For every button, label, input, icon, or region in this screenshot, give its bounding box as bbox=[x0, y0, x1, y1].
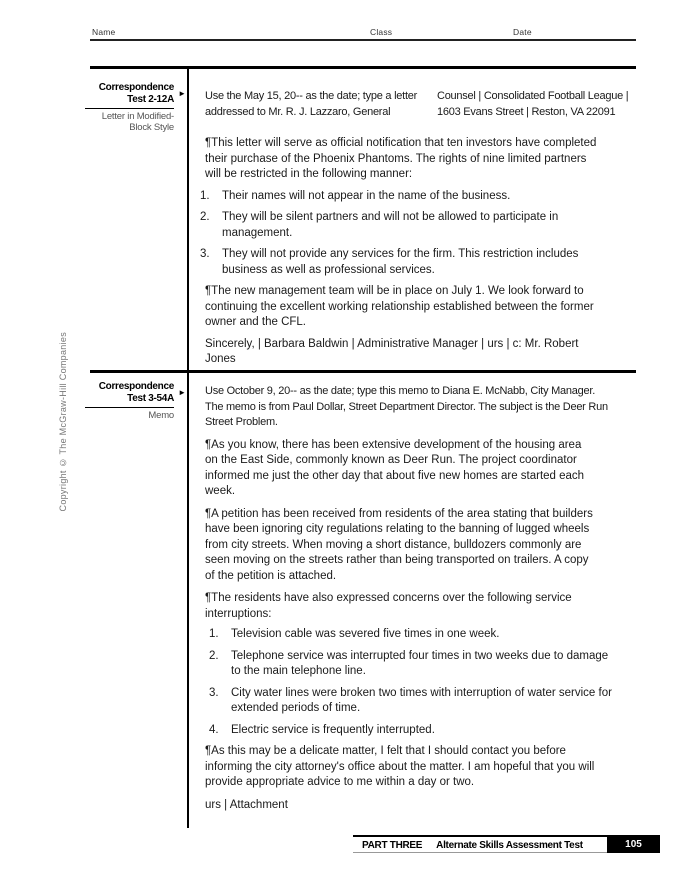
text-line: extended periods of time. bbox=[231, 702, 361, 714]
test-label-line2: Test 3-54A bbox=[127, 392, 174, 404]
list-item-text bbox=[222, 247, 641, 278]
text-line: urs | Attachment bbox=[205, 798, 288, 811]
text-line: management. bbox=[222, 226, 293, 239]
text-line: to the main telephone line. bbox=[231, 665, 366, 677]
text-line: Jones bbox=[205, 353, 236, 365]
test-subtitle-line1: Letter in Modified- bbox=[101, 110, 174, 122]
memo-instruction bbox=[205, 384, 641, 431]
sidebar-test-3-54a bbox=[85, 381, 186, 421]
list-number: 3. bbox=[200, 248, 210, 260]
test-subtitle bbox=[85, 111, 174, 133]
memo-test-content bbox=[205, 384, 641, 820]
list-number: 4. bbox=[209, 723, 219, 736]
text-line: Television cable was severed five times in one week. bbox=[231, 628, 500, 640]
footer-section-title: Alternate Skills Assessment Test bbox=[436, 840, 583, 851]
memo-closing-block bbox=[205, 798, 641, 814]
text-line: ¶This letter will serve as official notification that ten investors have completed bbox=[205, 137, 597, 149]
text-line: informing the city attorney's office about the matter. I am hopeful that you will bbox=[205, 760, 595, 773]
test-number-label bbox=[85, 82, 174, 105]
top-section-rule bbox=[90, 66, 636, 69]
instruction-left-column bbox=[205, 89, 437, 120]
copyright-vertical-text: Copyright © The McGraw-Hill Companies bbox=[58, 332, 68, 512]
text-line: informed me just the other day that about five new homes are started each bbox=[205, 469, 585, 482]
list-number: 3. bbox=[209, 686, 219, 699]
text-line: ¶As you know, there has been extensive development of the housing area bbox=[205, 438, 582, 451]
section-pointer-icon: ► bbox=[178, 89, 186, 98]
text-line: 1603 Evans Street | Reston, VA 22091 bbox=[437, 105, 616, 118]
test-subtitle bbox=[85, 410, 174, 421]
text-line: will be restricted in the following manner: bbox=[205, 168, 413, 180]
text-line: Telephone service was interrupted four times in two weeks due to damage bbox=[231, 649, 609, 662]
text-line: Use the May 15, 20-- as the date; type a letter bbox=[205, 90, 418, 102]
list-item-text bbox=[222, 189, 641, 205]
letter-list-item-3 bbox=[200, 247, 641, 278]
page-footer bbox=[353, 835, 660, 853]
list-number: 2. bbox=[209, 649, 219, 662]
list-item-text bbox=[231, 649, 641, 680]
text-line: of the petition is attached. bbox=[205, 569, 337, 582]
instruction-right-column bbox=[437, 89, 637, 120]
class-field-label: Class bbox=[370, 27, 393, 37]
header-fill-in-line bbox=[90, 39, 636, 41]
text-line: Street Problem. bbox=[205, 416, 278, 428]
text-line: on the East Side, commonly known as Deer Run. The project coordinator bbox=[205, 454, 577, 466]
text-line: continuing the excellent working relationship established between the former bbox=[205, 300, 594, 313]
text-line: Use October 9, 20-- as the date; type this memo to Diana E. McNabb, City Manager. bbox=[205, 385, 595, 397]
page-number-badge: 105 bbox=[607, 837, 660, 853]
list-number: 2. bbox=[200, 211, 210, 223]
text-line: Sincerely, | Barbara Baldwin | Administrative Manager | urs | c: Mr. Robert bbox=[205, 337, 579, 350]
text-line: ¶A petition has been received from residents of the area stating that builders bbox=[205, 507, 593, 520]
memo-list-item-3 bbox=[209, 686, 641, 717]
footer-labels bbox=[353, 837, 607, 853]
memo-paragraph-2 bbox=[205, 507, 641, 585]
text-line: ¶The new management team will be in place on July 1. We look forward to bbox=[205, 285, 584, 297]
text-line: their purchase of the Phoenix Phantoms. The rights of nine limited partners bbox=[205, 152, 587, 165]
text-line: seen moving on the streets rather than being transported on trailers. A copy bbox=[205, 554, 589, 566]
letter-signature-block bbox=[205, 337, 641, 368]
test-label-line1: Correspondence bbox=[98, 381, 174, 392]
letter-paragraph-2 bbox=[205, 284, 641, 331]
list-item-text bbox=[231, 723, 641, 739]
text-line: They will not provide any services for the firm. This restriction includes bbox=[222, 248, 579, 260]
memo-paragraph-1 bbox=[205, 438, 641, 500]
list-item-text bbox=[231, 686, 641, 717]
text-line: owner and the CFL. bbox=[205, 316, 307, 328]
list-number: 1. bbox=[200, 189, 210, 202]
text-line: The memo is from Paul Dollar, Street Department Director. The subject is the Deer Run bbox=[205, 400, 608, 413]
instruction-row bbox=[205, 89, 641, 120]
text-line: week. bbox=[205, 485, 236, 497]
sidebar-underline bbox=[85, 108, 174, 109]
text-line: ¶The residents have also expressed concerns over the following service bbox=[205, 592, 572, 604]
test-subtitle-line2: Block Style bbox=[129, 121, 174, 133]
name-field-label: Name bbox=[92, 27, 116, 37]
list-item-text bbox=[231, 627, 641, 643]
memo-list-item-1 bbox=[209, 627, 641, 643]
letter-list-item-2 bbox=[200, 210, 641, 241]
test-subtitle-line1: Memo bbox=[148, 409, 174, 421]
section-pointer-icon: ► bbox=[178, 388, 186, 397]
sidebar-underline bbox=[85, 407, 174, 408]
sidebar-vertical-rule bbox=[187, 66, 189, 828]
list-item-text bbox=[222, 210, 641, 241]
text-line: Electric service is frequently interrupted. bbox=[231, 723, 435, 736]
test-number-label bbox=[85, 381, 174, 404]
test-label-line2: Test 2-12A bbox=[127, 93, 174, 105]
memo-list-item-4 bbox=[209, 723, 641, 739]
text-line: have been ignoring city regulations relating to the banning of lugged wheels bbox=[205, 523, 590, 535]
letter-test-content bbox=[200, 89, 641, 374]
list-number: 1. bbox=[209, 628, 219, 640]
text-line: They will be silent partners and will not be allowed to participate in bbox=[222, 211, 559, 223]
footer-part-label: PART THREE bbox=[362, 840, 423, 851]
memo-paragraph-4 bbox=[205, 744, 641, 791]
text-line: Their names will not appear in the name of the business. bbox=[222, 189, 511, 202]
test-label-line1: Correspondence bbox=[98, 82, 174, 93]
text-line: provide appropriate advice to me within a day or two. bbox=[205, 776, 475, 788]
letter-paragraph-1 bbox=[205, 136, 641, 183]
text-line: interruptions: bbox=[205, 607, 272, 620]
text-line: Counsel | Consolidated Football League | bbox=[437, 90, 629, 102]
text-line: from city streets. When moving a short distance, bulldozers commonly are bbox=[205, 538, 582, 551]
letter-list-item-1 bbox=[200, 189, 641, 205]
text-line: business as well as professional services. bbox=[222, 263, 435, 276]
memo-list-item-2 bbox=[209, 649, 641, 680]
text-line: City water lines were broken two times with interruption of water service for bbox=[231, 686, 612, 699]
date-field-label: Date bbox=[513, 27, 532, 37]
text-line: addressed to Mr. R. J. Lazzaro, General bbox=[205, 105, 391, 118]
sidebar-test-2-12a bbox=[85, 82, 186, 133]
memo-paragraph-3 bbox=[205, 591, 641, 622]
text-line: ¶As this may be a delicate matter, I felt that I should contact you before bbox=[205, 745, 566, 757]
